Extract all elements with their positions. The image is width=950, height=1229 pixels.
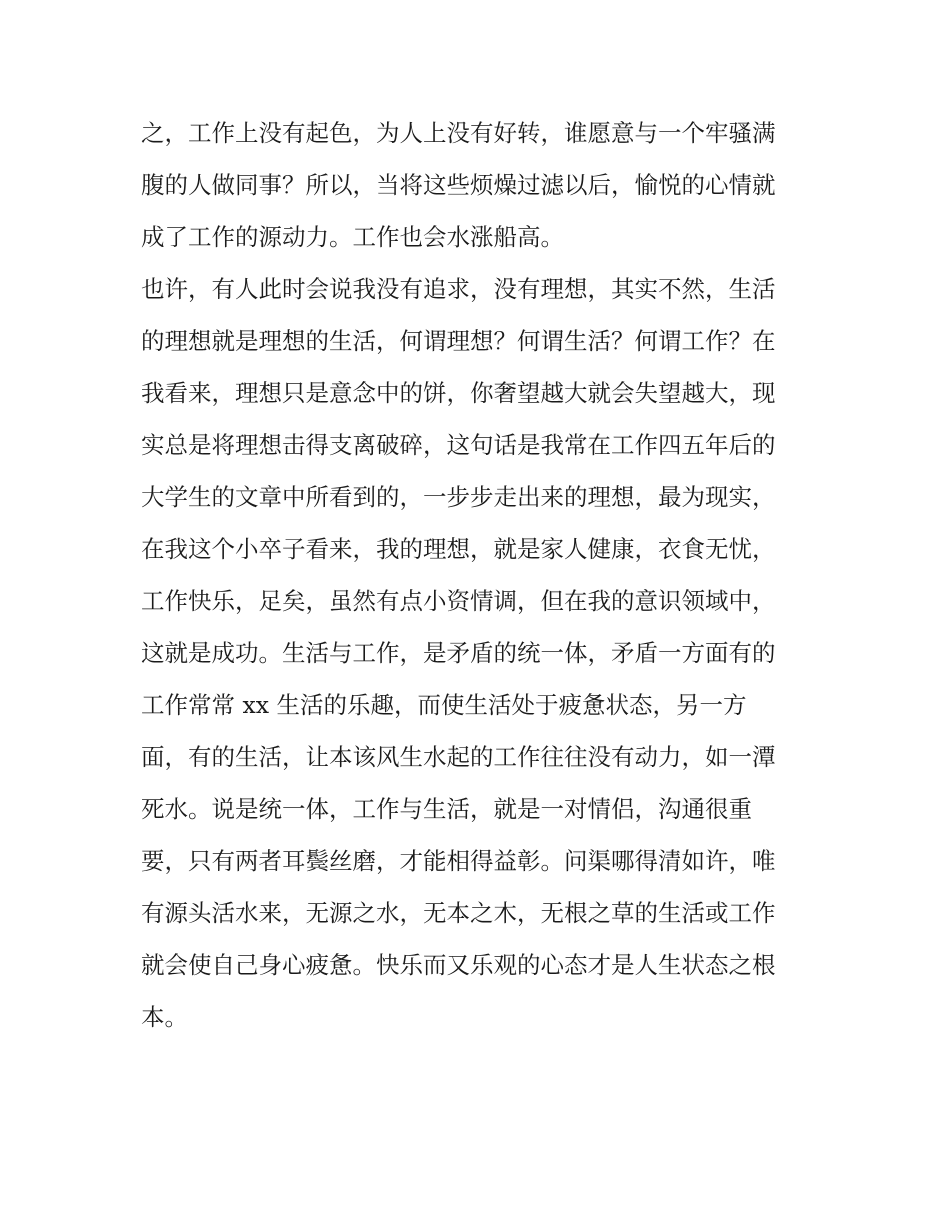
text-line: 要，只有两者耳鬓丝磨，才能相得益彰。问渠哪得清如许，唯 bbox=[141, 847, 776, 875]
text-line: 就会使自己身心疲惫。快乐而又乐观的心态才是人生状态之根 bbox=[141, 951, 776, 979]
text-line: 这就是成功。生活与工作，是矛盾的统一体，矛盾一方面有的 bbox=[141, 639, 776, 667]
text-line: 有源头活水来，无源之水，无本之木，无根之草的生活或工作 bbox=[141, 899, 776, 927]
text-line: 面，有的生活，让本该风生水起的工作往往没有动力，如一潭 bbox=[141, 743, 776, 771]
text-line: 也许，有人此时会说我没有追求，没有理想，其实不然，生活 bbox=[141, 275, 776, 303]
text-line: 本。 bbox=[141, 1003, 188, 1031]
text-line: 成了工作的源动力。工作也会水涨船高。 bbox=[141, 223, 564, 251]
paragraph-2 bbox=[141, 263, 821, 1043]
text-line: 之，工作上没有起色，为人上没有好转，谁愿意与一个牢骚满 bbox=[141, 119, 776, 147]
text-line: 死水。说是统一体，工作与生活，就是一对情侣，沟通很重 bbox=[141, 795, 752, 823]
text-line: 实总是将理想击得支离破碎，这句话是我常在工作四五年后的 bbox=[141, 431, 776, 459]
text-line: 的理想就是理想的生活，何谓理想？何谓生活？何谓工作？在 bbox=[141, 327, 776, 355]
paragraph-1 bbox=[141, 107, 821, 263]
text-line: 大学生的文章中所看到的，一步步走出来的理想，最为现实， bbox=[141, 483, 776, 511]
text-line: 在我这个小卒子看来，我的理想，就是家人健康，衣食无忧， bbox=[141, 535, 776, 563]
document-body bbox=[141, 107, 821, 1043]
text-line: 工作常常 xx 生活的乐趣，而使生活处于疲惫状态，另一方 bbox=[141, 691, 747, 719]
text-line: 腹的人做同事？所以，当将这些烦燥过滤以后，愉悦的心情就 bbox=[141, 171, 776, 199]
text-line: 我看来，理想只是意念中的饼，你奢望越大就会失望越大，现 bbox=[141, 379, 776, 407]
text-line: 工作快乐，足矣，虽然有点小资情调，但在我的意识领域中， bbox=[141, 587, 776, 615]
